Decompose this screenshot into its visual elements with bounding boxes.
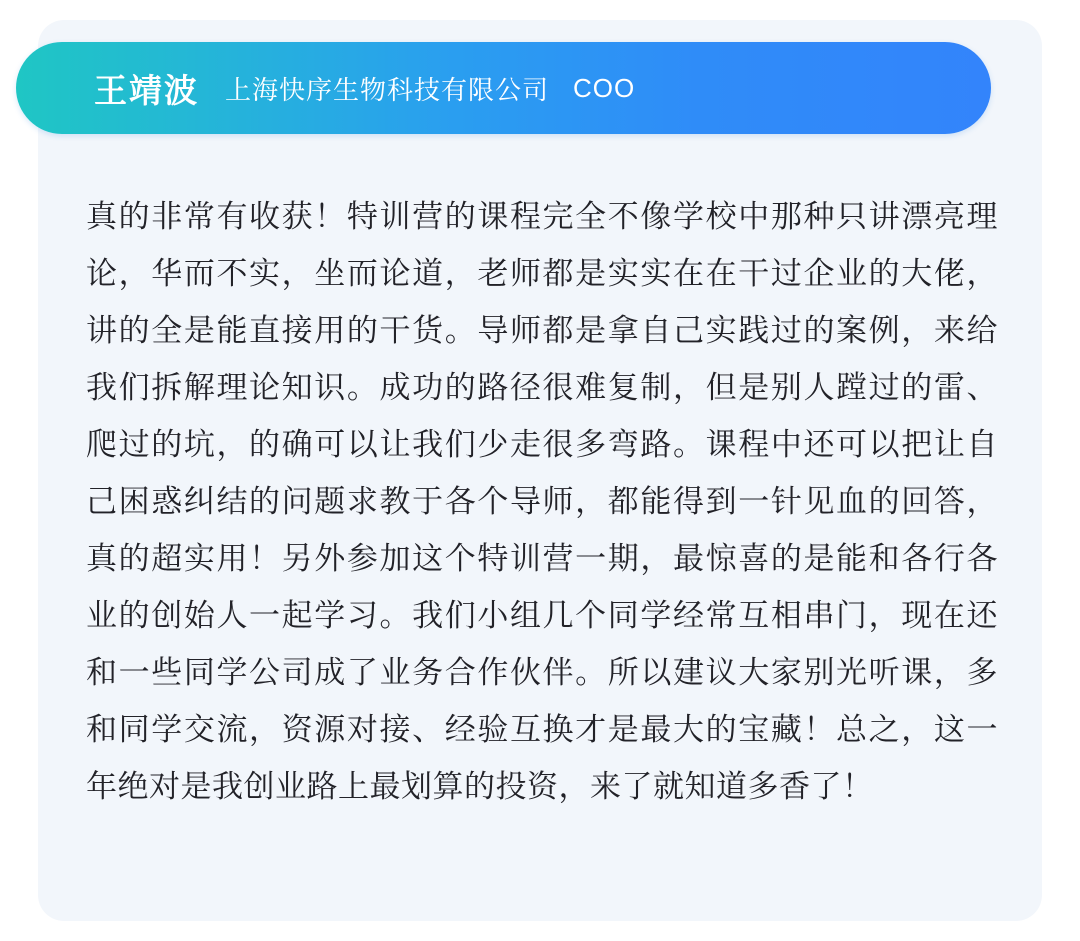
testimonial-body-text: 真的非常有收获！特训营的课程完全不像学校中那种只讲漂亮理论，华而不实，坐而论道，老师都是实实在在干过企业的大佬，讲的全是能直接用的干货。导师都是拿自己实践过的案例，来给我们拆解理论知识。成功的路径很难复制，但是别人蹚过的雷、爬过的坑，的确可以让我们少走很多弯路。课程中还可以把让自己困惑纠结的问题求教于各个导师，都能得到一针见血的回答，真的超实用！另外参加这个特训营一期，最惊喜的是能和各行各业的创始人一起学习。我们小组几个同学经常互相串门，现在还和一些同学公司成了业务合作伙伴。所以建议大家别光听课，多和同学交流，资源对接、经验互换才是最大的宝藏！总之，这一年绝对是我创业路上最划算的投资，来了就知道多香了！ [86,199,998,804]
speaker-header-bar [16,42,991,134]
testimonial-card [38,20,1042,921]
speaker-name: 王靖波 [94,71,199,109]
speaker-role: COO [573,72,636,103]
speaker-company: 上海快序生物科技有限公司 [225,74,550,105]
